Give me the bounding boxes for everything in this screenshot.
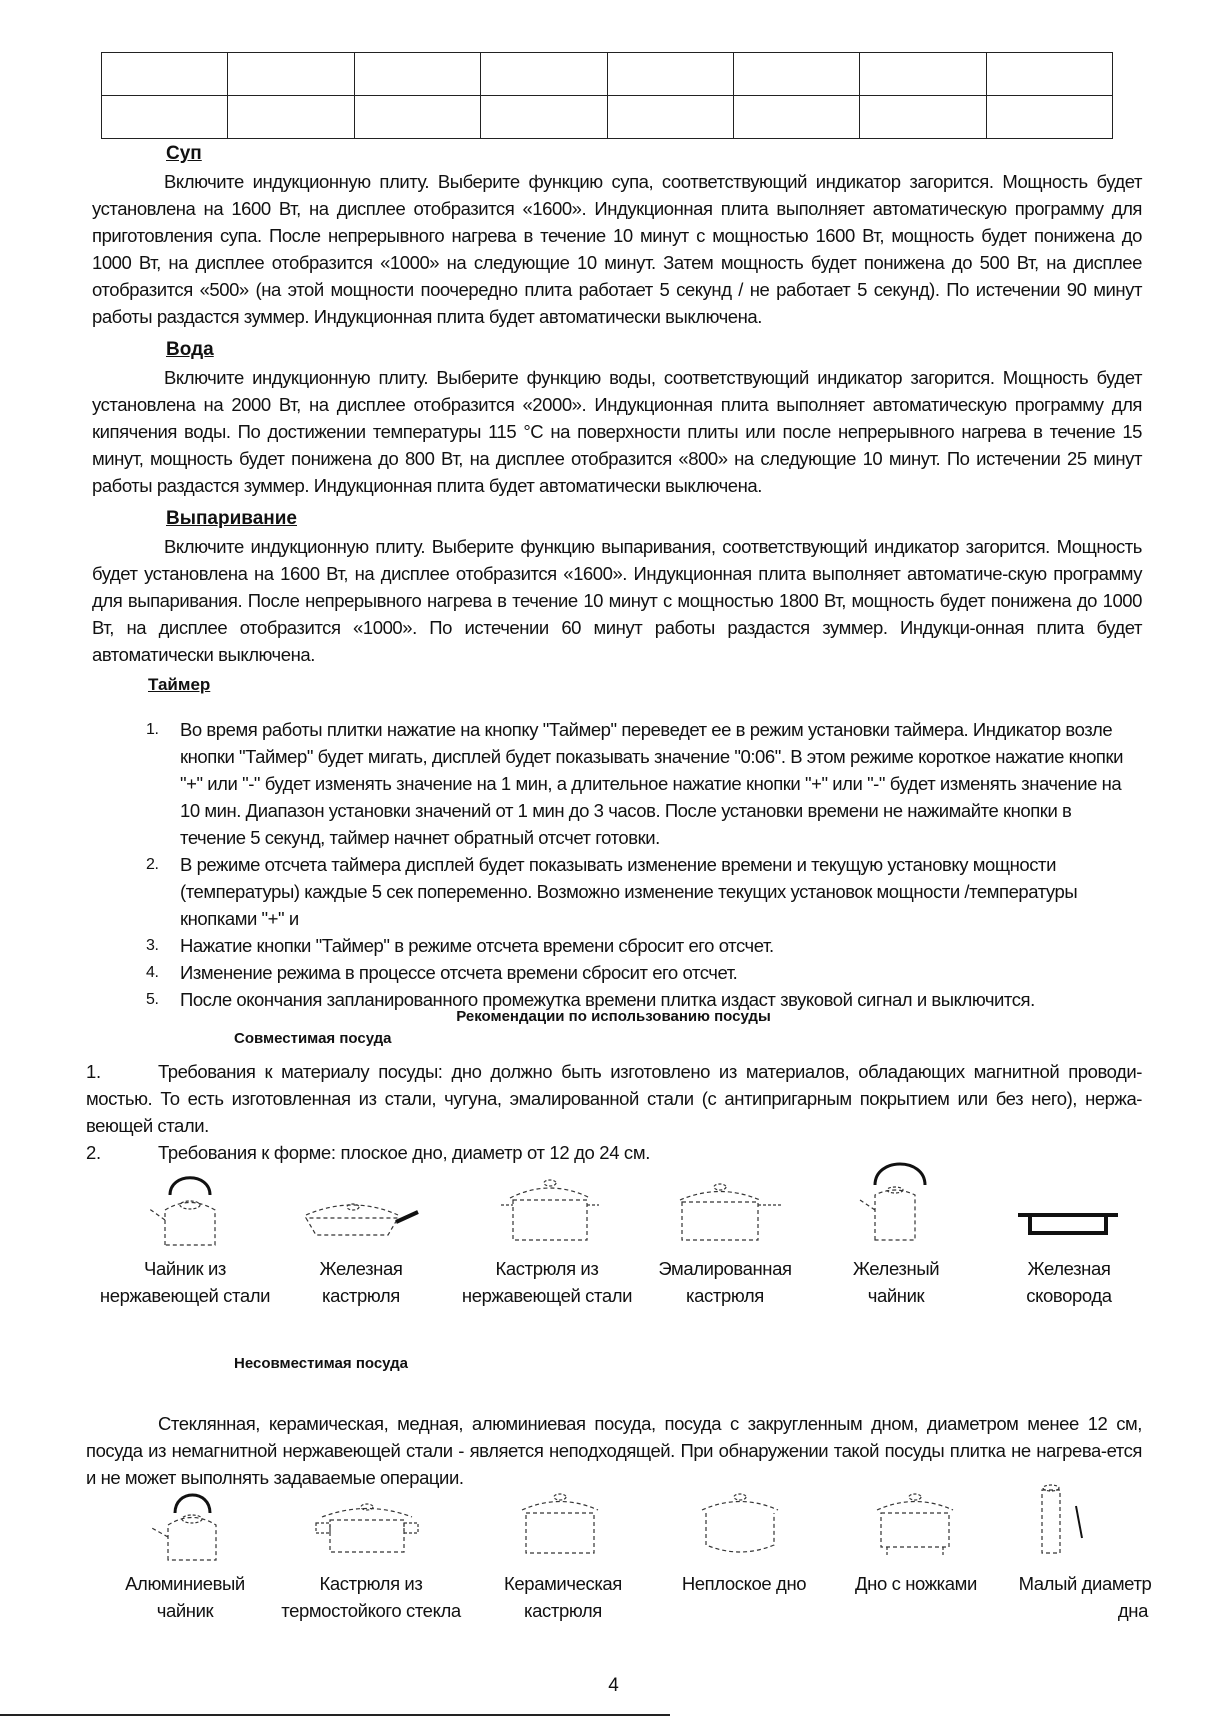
table-cell: [986, 53, 1112, 96]
list-item: [146, 851, 1136, 932]
table-cell: [481, 96, 607, 139]
list-number: 1.: [146, 721, 159, 738]
requirement-2-number: 2.: [86, 1142, 101, 1163]
glass-pot-icon: [310, 1495, 425, 1560]
table-cell: [986, 96, 1112, 139]
table-cell: [102, 53, 228, 96]
list-text: Во время работы плитки нажатие на кнопку "Таймер" переведет ее в режим установки таймера. Индикатор возле кнопки "Таймер" будет мигать, дисплей будет показывать значение "0:06". В этом режиме короткое нажатие кнопки "+" или "-" будет изменять значение на 1 мин, а длительное нажатие кнопки "+" или "-" будет изменять значение на 10 мин. Диапазон установки значений от 1 мин до 3 часов. После установки времени не нажимайте кнопки в течение 5 секунд, таймер начнет обратный отсчет готовки.: [180, 719, 1124, 848]
caption-stainless-kettle: [90, 1255, 280, 1309]
incompatible-paragraph: Стеклянная, керамическая, медная, алюминиевая посуда, посуда с закругленным дном, диаметром менее 12 см, посуда из немагнитной нержавеющей стали - является неподходящей. При обнаружении такой посуды плитка не нагрева-ется и не может выполнять задаваемые операции.: [86, 1413, 1142, 1488]
enamel-pot-icon: [670, 1175, 785, 1245]
iron-pan-icon: [1008, 1205, 1128, 1245]
caption-line: Железная: [319, 1258, 403, 1279]
ceramic-pot-icon: [510, 1485, 610, 1560]
caption-line: термостойкого стекла: [281, 1600, 461, 1621]
uneven-bottom-icon: [690, 1485, 790, 1560]
table-cell: [607, 53, 733, 96]
list-number: 4.: [146, 964, 159, 981]
list-text: Нажатие кнопки "Таймер" в режиме отсчета времени сбросит его отсчет.: [180, 935, 774, 956]
table-cell: [860, 53, 986, 96]
table-cell: [607, 96, 733, 139]
caption-ceramic-pot: [468, 1570, 658, 1624]
list-text: После окончания запланированного промежутка времени плитка издаст звуковой сигнал и выключится.: [180, 989, 1035, 1010]
table-cell: [228, 53, 354, 96]
caption-line: чайник: [867, 1285, 925, 1306]
iron-pot-icon: [298, 1190, 423, 1245]
caption-line: Эмалированная: [658, 1258, 792, 1279]
caption-iron-kettle: [801, 1255, 991, 1309]
list-text: Изменение режима в процессе отсчета времени сбросит его отсчет.: [180, 962, 738, 983]
page-number: 4: [608, 1675, 619, 1696]
caption-line: Алюминиевый: [125, 1573, 245, 1594]
caption-uneven-bottom: [649, 1570, 839, 1597]
list-number: 2.: [146, 856, 159, 873]
caption-line: чайник: [156, 1600, 214, 1621]
evaporation-paragraph: Включите индукционную плиту. Выберите функцию выпаривания, соответствующий индикатор загорится. Мощность будет установлена на 1600 Вт, на дисплее отобразится «1600». Индукционная плита выполняет автоматиче-скую программу для выпаривания. После непрерывного нагрева в течение 10 минут с мощностью 1800 Вт, мощность будет понижена до 1000 Вт, на дисплее отобразится «1000». По истечении 60 минут работы раздастся зуммер. Индукци-онная плита будет автоматически выключена.: [92, 536, 1142, 665]
small-diameter-icon: [1030, 1478, 1100, 1563]
caption-line: Кастрюля из: [495, 1258, 599, 1279]
caption-small-diameter: [1000, 1570, 1170, 1624]
compatible-title: Совместимая посуда: [234, 1030, 392, 1047]
soup-paragraph: Включите индукционную плиту. Выберите функцию супа, соответствующий индикатор загорится. Мощность будет установлена на 1600 Вт, на дисплее отобразится «1600». Индукционная плита выполняет автоматическую программу для приготовления супа. После непрерывного нагрева в течение 10 минут с мощностью 1600 Вт, мощность будет понижена до 1000 Вт, на дисплее отобразится «1000» на следующие 10 минут. Затем мощность будет понижена до 500 Вт, на дисплее отобразится «500» (на этой мощности поочередно плита работает 5 секунд / не работает 5 секунд). По истечении 90 минут работы раздастся зуммер. Индукционная плита будет автоматически выключена.: [92, 171, 1142, 327]
stainless-pot-icon: [495, 1170, 605, 1245]
list-number: 5.: [146, 991, 159, 1008]
table-cell: [102, 96, 228, 139]
evaporation-title: Выпаривание: [166, 508, 297, 529]
caption-line: Неплоское дно: [681, 1573, 807, 1594]
caption-legged-bottom: [821, 1570, 1011, 1597]
caption-line: кастрюля: [686, 1285, 764, 1306]
caption-line: Чайник из: [144, 1258, 226, 1279]
table-row: [102, 96, 1113, 139]
table-row: [102, 53, 1113, 96]
table-cell: [733, 53, 859, 96]
list-item: [146, 959, 1136, 986]
caption-iron-pot: [266, 1255, 456, 1309]
table-cell: [733, 96, 859, 139]
caption-stainless-pot: [452, 1255, 642, 1309]
incompatible-title: Несовместимая посуда: [234, 1355, 409, 1372]
caption-line: Керамическая: [504, 1573, 622, 1594]
table-cell: [481, 53, 607, 96]
requirement-2-text: Требования к форме: плоское дно, диаметр от 12 до 24 см.: [158, 1142, 650, 1163]
caption-glass-pot: [271, 1570, 471, 1624]
caption-line: кастрюля: [322, 1285, 400, 1306]
list-text: В режиме отсчета таймера дисплей будет показывать изменение времени и текущую установку мощности (температуры) каждые 5 сек попеременно. Возможно изменение текущих установок мощности /температуры кнопками "+" и: [180, 854, 1078, 929]
legged-bottom-icon: [865, 1485, 965, 1560]
empty-table: [101, 52, 1113, 139]
table-cell: [228, 96, 354, 139]
caption-line: кастрюля: [524, 1600, 602, 1621]
footer-line: [0, 1714, 670, 1716]
list-item: [146, 716, 1136, 851]
caption-line: сковорода: [1026, 1285, 1112, 1306]
caption-line: нержавеющей стали: [99, 1285, 271, 1306]
aluminium-kettle-icon: [140, 1485, 240, 1565]
caption-enamel-pot: [630, 1255, 820, 1309]
recommendations-title: Рекомендации по использованию посуды: [456, 1008, 771, 1025]
caption-line: Малый диаметр: [1018, 1573, 1152, 1594]
caption-line: нержавеющей стали: [461, 1285, 633, 1306]
water-paragraph: Включите индукционную плиту. Выберите функцию воды, соответствующий индикатор загорится. Мощность будет установлена на 2000 Вт, на дисплее отобразится «2000». Индукционная плита выполняет автоматическую программу для кипячения воды. По достижении температуры 115 °С на поверхности плиты или после непрерывного нагрева в течение 15 минут, мощность будет понижена до 800 Вт, на дисплее отобразится «800» на следующие 10 минут. По истечении 25 минут работы раздастся зуммер. Индукционная плита будет автоматически выключена.: [92, 367, 1142, 496]
iron-kettle-icon: [850, 1155, 940, 1245]
caption-line: Дно с ножками: [855, 1573, 977, 1594]
stainless-kettle-icon: [140, 1170, 240, 1250]
list-number: 3.: [146, 937, 159, 954]
timer-list: [146, 716, 1136, 1013]
soup-title: Суп: [166, 143, 202, 164]
caption-line: Железный: [852, 1258, 940, 1279]
water-title: Вода: [166, 339, 214, 360]
caption-iron-pan: [974, 1255, 1164, 1309]
requirement-1-text: Требования к материалу посуды: дно должно быть изготовлено из материалов, обладающих магнитной проводи-мостью. То есть изготовленная из стали, чугуна, эмалированной стали (с антипригарным покрытием или без него), нержа-веющей стали.: [86, 1061, 1142, 1136]
caption-aluminium-kettle: [90, 1570, 280, 1624]
caption-line: Железная: [1027, 1258, 1111, 1279]
requirement-1-number: 1.: [86, 1061, 101, 1082]
table-cell: [354, 96, 480, 139]
table-cell: [860, 96, 986, 139]
caption-line: дна: [1117, 1600, 1148, 1621]
list-item: [146, 932, 1136, 959]
table-cell: [354, 53, 480, 96]
timer-title: Таймер: [148, 675, 211, 694]
caption-line: Кастрюля из: [319, 1573, 423, 1594]
